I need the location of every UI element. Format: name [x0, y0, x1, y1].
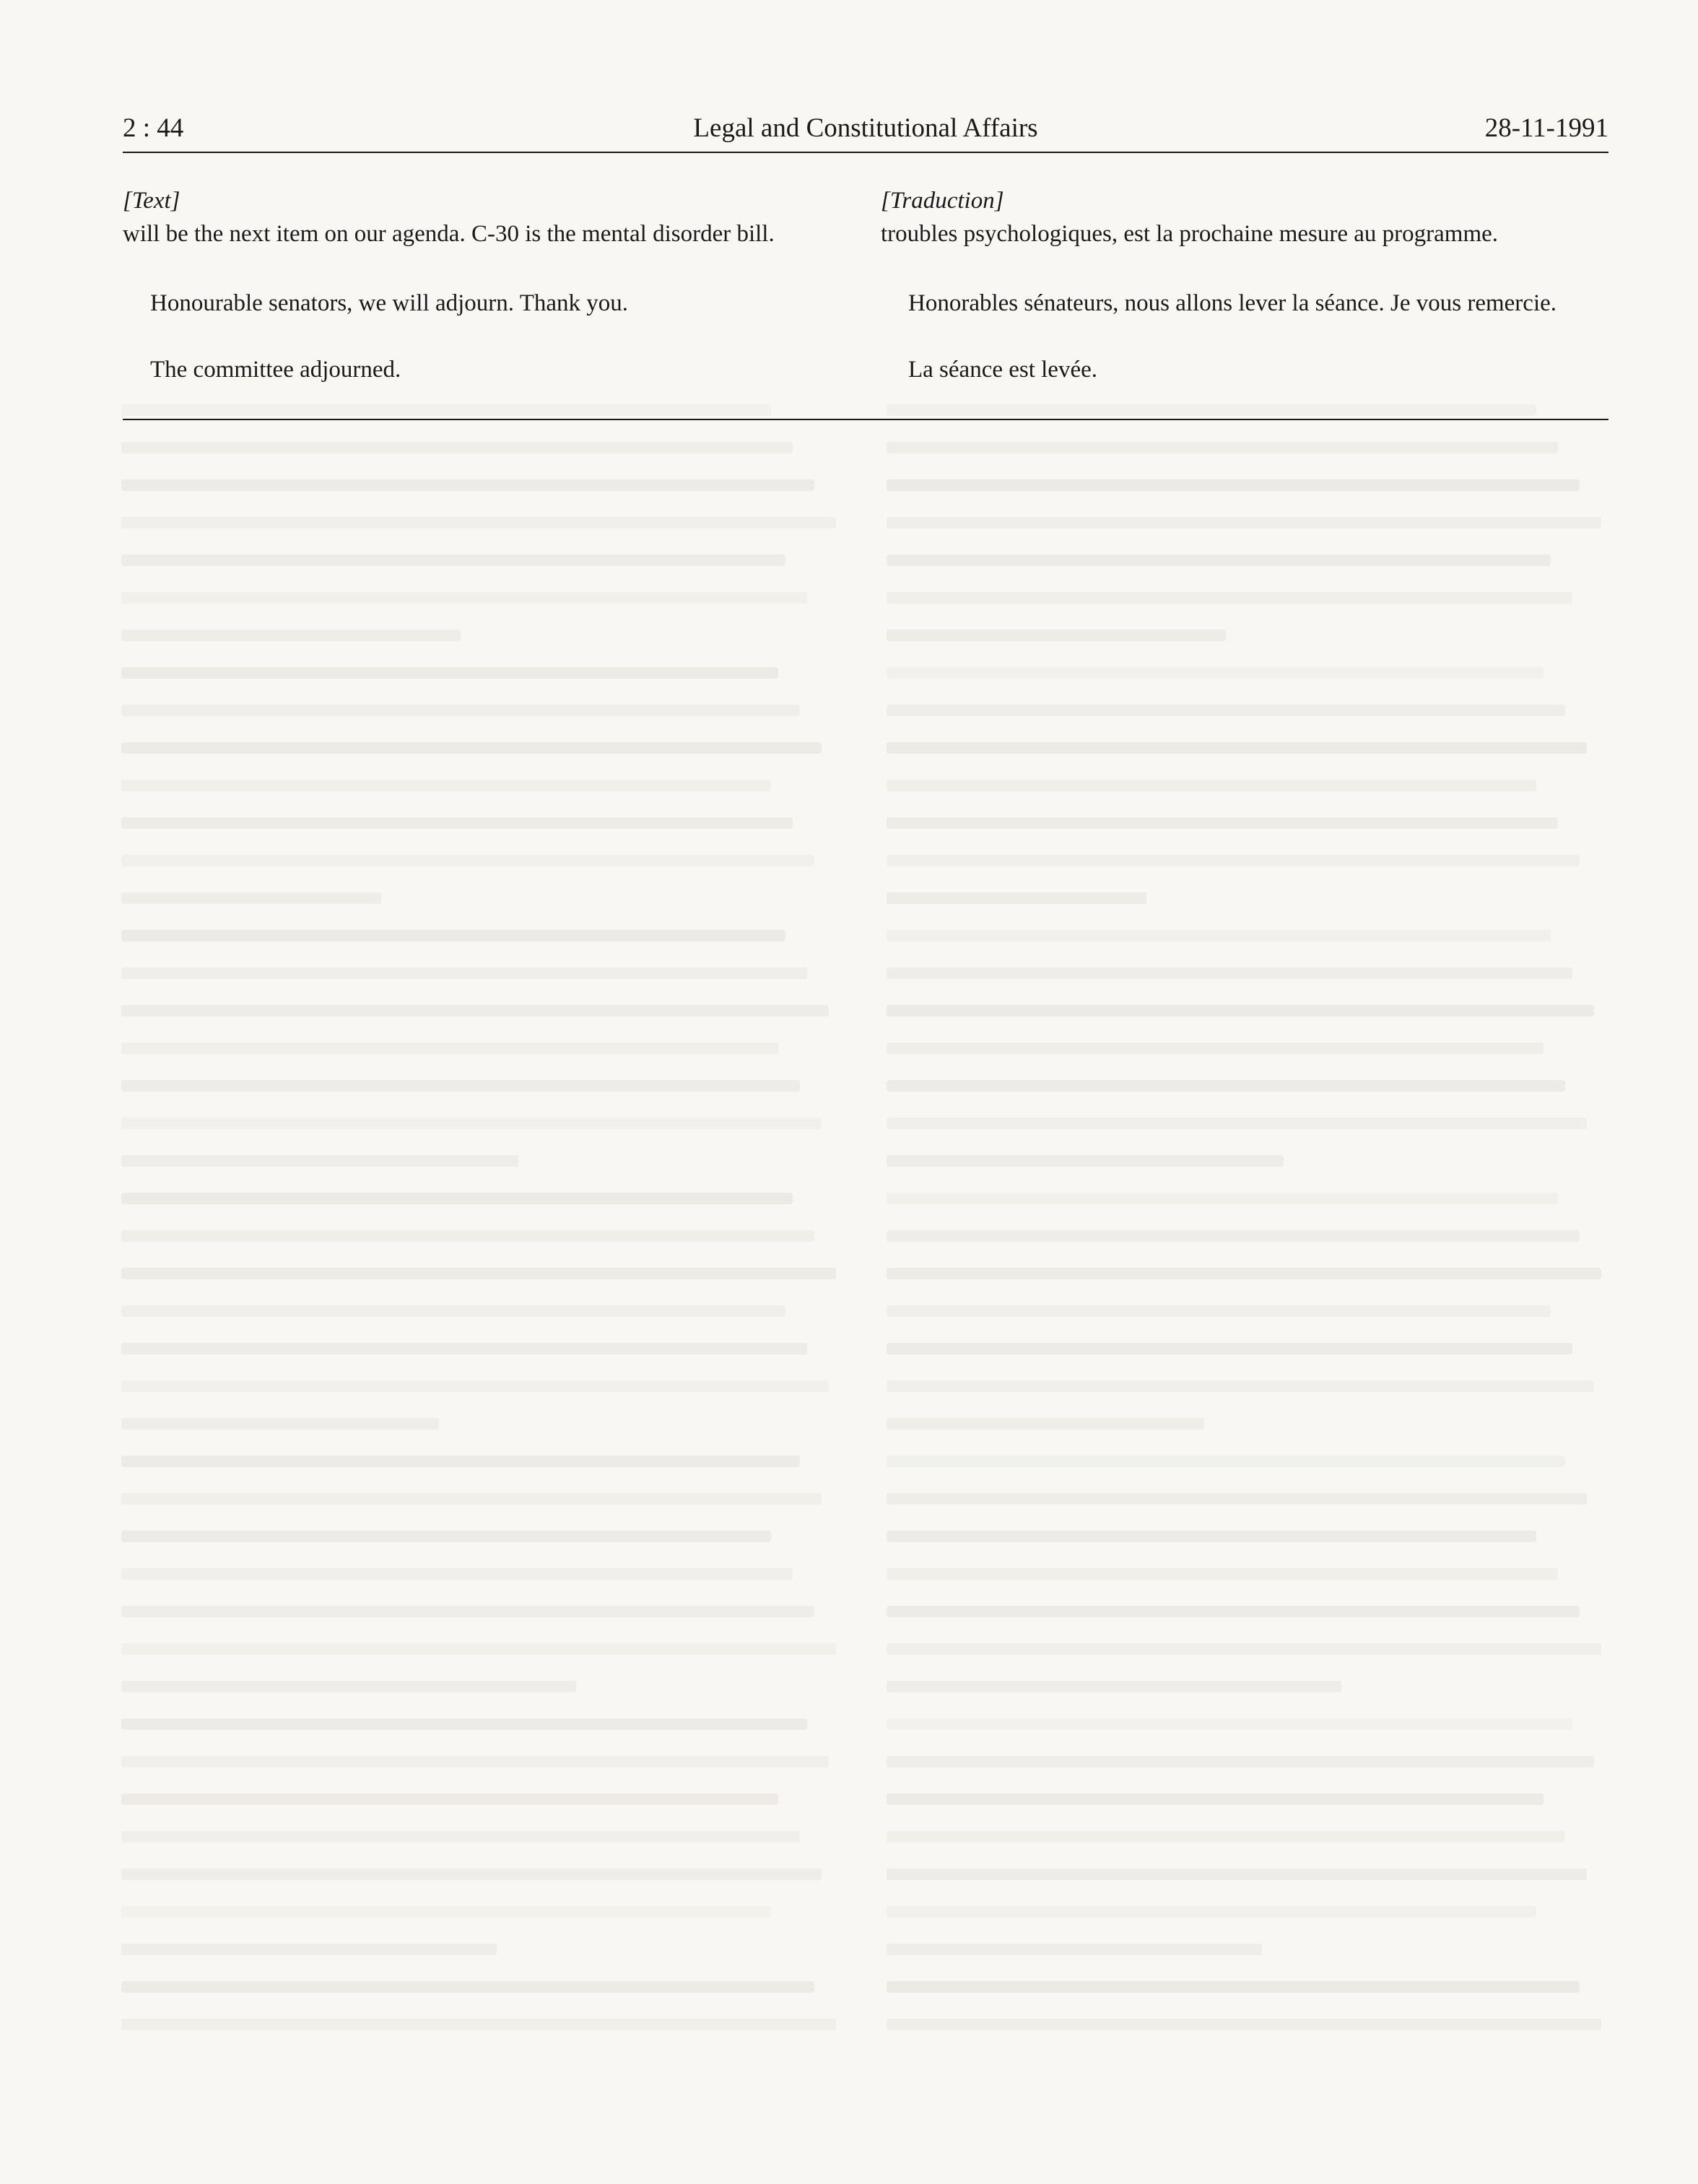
bleed-line	[121, 667, 778, 679]
bleed-line	[121, 630, 461, 641]
header-rule	[123, 152, 1608, 153]
reverse-side-bleed-through	[121, 404, 1608, 2079]
french-column	[881, 186, 1615, 384]
bleed-line	[887, 780, 1536, 791]
bleed-line	[887, 404, 1536, 416]
bleed-line	[121, 1155, 518, 1167]
bleed-line	[121, 1043, 778, 1054]
bleed-line	[887, 1380, 1594, 1392]
bleed-line	[121, 1531, 771, 1542]
end-rule	[123, 419, 1608, 420]
bleed-line	[121, 742, 822, 754]
bleed-line	[121, 1606, 814, 1617]
bleed-line	[887, 1305, 1551, 1317]
bleed-line	[121, 554, 785, 566]
bleed-line	[887, 1531, 1536, 1542]
bleed-line	[121, 780, 771, 791]
bleed-line	[121, 592, 807, 604]
bleed-line	[887, 967, 1572, 979]
bleed-line	[121, 1718, 807, 1730]
bleed-line	[887, 1944, 1262, 1955]
bleed-line	[887, 1981, 1580, 1993]
bleed-line	[887, 930, 1551, 941]
document-date: 28-11-1991	[1484, 113, 1608, 143]
bleed-line	[887, 1643, 1601, 1655]
bleed-line	[121, 1230, 814, 1242]
bleed-line	[887, 1756, 1594, 1767]
bleed-line	[887, 1793, 1544, 1805]
bleed-line	[887, 1268, 1601, 1279]
bleed-line	[121, 442, 793, 453]
bleed-line	[121, 1343, 807, 1354]
bleed-line	[887, 1418, 1204, 1430]
bleed-line	[887, 1230, 1580, 1242]
bleed-line	[121, 1080, 800, 1092]
paragraph-adjourn: Honourable senators, we will adjourn. Thank you.	[150, 290, 628, 316]
bleed-line	[121, 1868, 822, 1880]
bleed-line	[887, 1118, 1587, 1129]
bleed-line	[121, 855, 814, 866]
language-tag-text: [Text]	[123, 188, 180, 214]
bleed-line	[121, 1944, 497, 1955]
paragraph-lever-seance: Honorables sénateurs, nous allons lever la séance. Je vous remercie.	[908, 290, 1557, 316]
paragraph-programme: troubles psychologiques, est la prochaine mesure au programme.	[881, 221, 1499, 247]
bleed-line	[121, 1118, 822, 1129]
bleed-line	[121, 1268, 836, 1279]
language-tag-traduction: [Traduction]	[881, 188, 1004, 214]
bleed-line	[887, 592, 1572, 604]
bleed-line	[121, 404, 771, 416]
bleed-line	[887, 1718, 1572, 1730]
bleed-line	[121, 1456, 800, 1467]
bleed-line	[121, 1005, 829, 1017]
bleed-line	[121, 817, 793, 829]
bleed-line	[887, 1681, 1341, 1692]
bleed-line	[887, 630, 1226, 641]
bleed-line	[121, 1193, 793, 1204]
bleed-line	[887, 817, 1558, 829]
bleed-line	[887, 1043, 1544, 1054]
page-number: 2 : 44	[123, 113, 184, 143]
paragraph-agenda: will be the next item on our agenda. C-30 is the mental disorder bill.	[123, 221, 775, 247]
bleed-line	[887, 442, 1558, 453]
bleed-line	[887, 1906, 1536, 1918]
bleed-line	[887, 1493, 1587, 1505]
bleed-line	[887, 1193, 1558, 1204]
bleed-line	[121, 1305, 785, 1317]
bleed-line	[121, 892, 381, 904]
english-column	[123, 186, 857, 384]
bleed-line	[887, 1456, 1565, 1467]
bleed-line	[887, 1343, 1572, 1354]
bleed-line	[121, 967, 807, 979]
bleed-line	[887, 1155, 1284, 1167]
bleed-line	[121, 1568, 793, 1580]
bleed-line	[887, 2019, 1601, 2030]
bleed-line	[887, 1080, 1565, 1092]
bleed-line	[121, 1906, 771, 1918]
bleed-line	[887, 1005, 1594, 1017]
bleed-line	[887, 517, 1601, 528]
paragraph-seance-levee: La séance est levée.	[908, 357, 1098, 383]
bleed-line	[121, 1681, 576, 1692]
bleed-line	[121, 930, 785, 941]
bleed-line	[121, 705, 800, 716]
bleed-line	[121, 1981, 814, 1993]
bleed-line	[121, 517, 836, 528]
bleed-line	[887, 1568, 1558, 1580]
bleed-line	[121, 1418, 439, 1430]
bleed-line	[887, 855, 1580, 866]
bleed-line	[121, 1831, 800, 1843]
bleed-line	[121, 479, 814, 491]
bleed-line	[887, 705, 1565, 716]
bleed-line	[887, 1831, 1565, 1843]
bleed-line	[887, 667, 1544, 679]
bleed-line	[887, 742, 1587, 754]
paragraph-committee-adjourned: The committee adjourned.	[150, 357, 401, 383]
bleed-line	[887, 1868, 1587, 1880]
bleed-line	[121, 2019, 836, 2030]
bleed-line	[887, 892, 1146, 904]
page-header	[123, 108, 1608, 152]
document-title: Legal and Constitutional Affairs	[693, 113, 1038, 143]
bleed-line	[121, 1493, 822, 1505]
bleed-line	[121, 1643, 836, 1655]
bleed-line	[121, 1756, 829, 1767]
bleed-line	[887, 554, 1551, 566]
bleed-line	[887, 1606, 1580, 1617]
bleed-line	[121, 1380, 829, 1392]
bleed-line	[887, 479, 1580, 491]
bleed-line	[121, 1793, 778, 1805]
